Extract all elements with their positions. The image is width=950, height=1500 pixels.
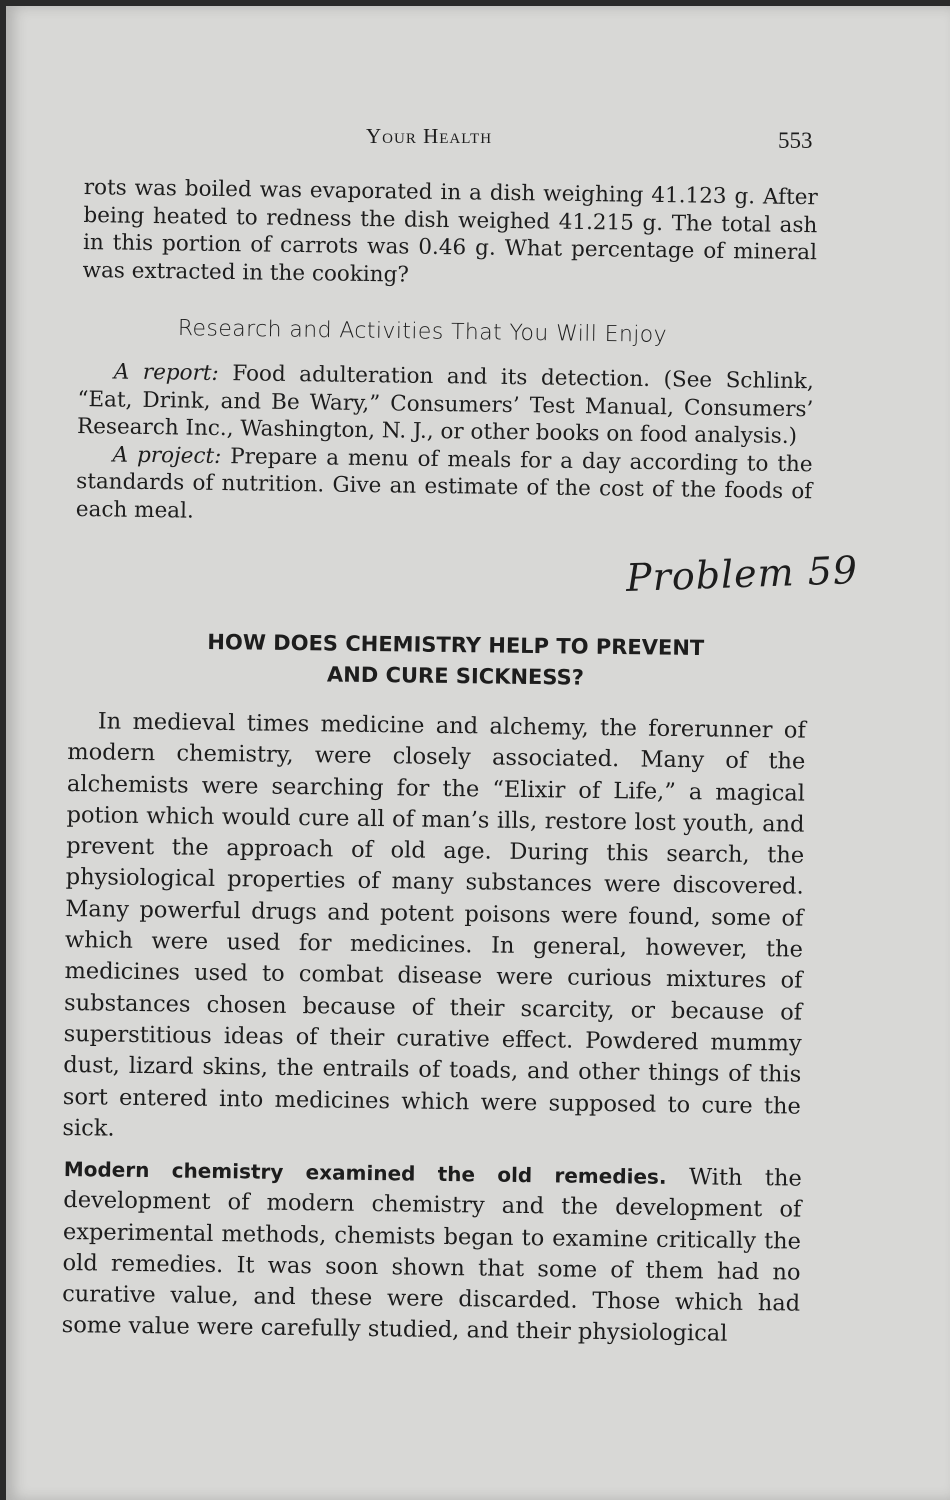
report-item — [77, 358, 814, 451]
problem-heading-line1: HOW DOES CHEMISTRY HELP TO PREVENT — [207, 629, 705, 661]
page-number: 553 — [778, 128, 813, 153]
section-paragraph-text — [62, 1154, 802, 1351]
problem-heading — [125, 626, 786, 696]
section-text: With the development of modern chemistry and the development of experimental methods, chemists began to examine critically the old remedies. It was soon shown that some of them had no curative value, and these were discarded. Those which had some value were carefully studied, and their physiological — [61, 1163, 802, 1348]
project-text: Prepare a menu of meals for a day according to the standards of nutrition. Give an estimate of the cost of the foods of each meal. — [75, 443, 813, 524]
research-title: Research and Activities That You Will Enjoy — [177, 316, 668, 348]
main-paragraph — [62, 706, 806, 1154]
section-paragraph — [62, 1154, 802, 1351]
report-text: Food adulteration and its detection. (See Schlink, “Eat, Drink, and Be Wary,” Consumers’ Test Manual, Consumers’ Research Inc., Washington, N. J., or other books on food analysis.) — [76, 360, 814, 450]
section-lead: Modern chemistry examined the old remedies. — [63, 1156, 667, 1189]
report-lead: A report: — [113, 359, 219, 386]
problem-label: Problem 59 — [625, 547, 859, 601]
project-item — [76, 440, 813, 533]
exercise-continuation — [82, 174, 817, 294]
book-page — [6, 6, 950, 1500]
exercise-text: rots was boiled was evaporated in a dish weighing 41.123 g. After being heated to redness the dish weighed 41.215 g. The total ash in this portion of carrots was 0.46 g. What percentage of mineral was extracted in the cooking? — [82, 174, 818, 288]
project-lead: A project: — [112, 441, 222, 469]
research-activities — [76, 358, 814, 533]
problem-heading-line2: AND CURE SICKNESS? — [326, 662, 585, 690]
main-paragraph-text: In medieval times medicine and alchemy, the forerunner of modern chemistry, were closely associated. Many of the alchemists were searching for the “Elixir of Life,” a magical potion which would cure all of man’s ills, restore lost youth, and prevent the approach of old age. During this search, the physiological properties of many substances were discovered. Many powerful drugs and potent poisons were found, some of which were used for medicines. In general, however, the medicines used to combat disease were curious mixtures of substances chosen because of their scarcity, or because of superstitious ideas of their curative effect. Powdered mummy dust, lizard skins, the entrails of toads, and other things of this sort entered into medicines which were supposed to cure the sick. — [62, 708, 806, 1142]
running-head: Your Health — [366, 124, 493, 148]
